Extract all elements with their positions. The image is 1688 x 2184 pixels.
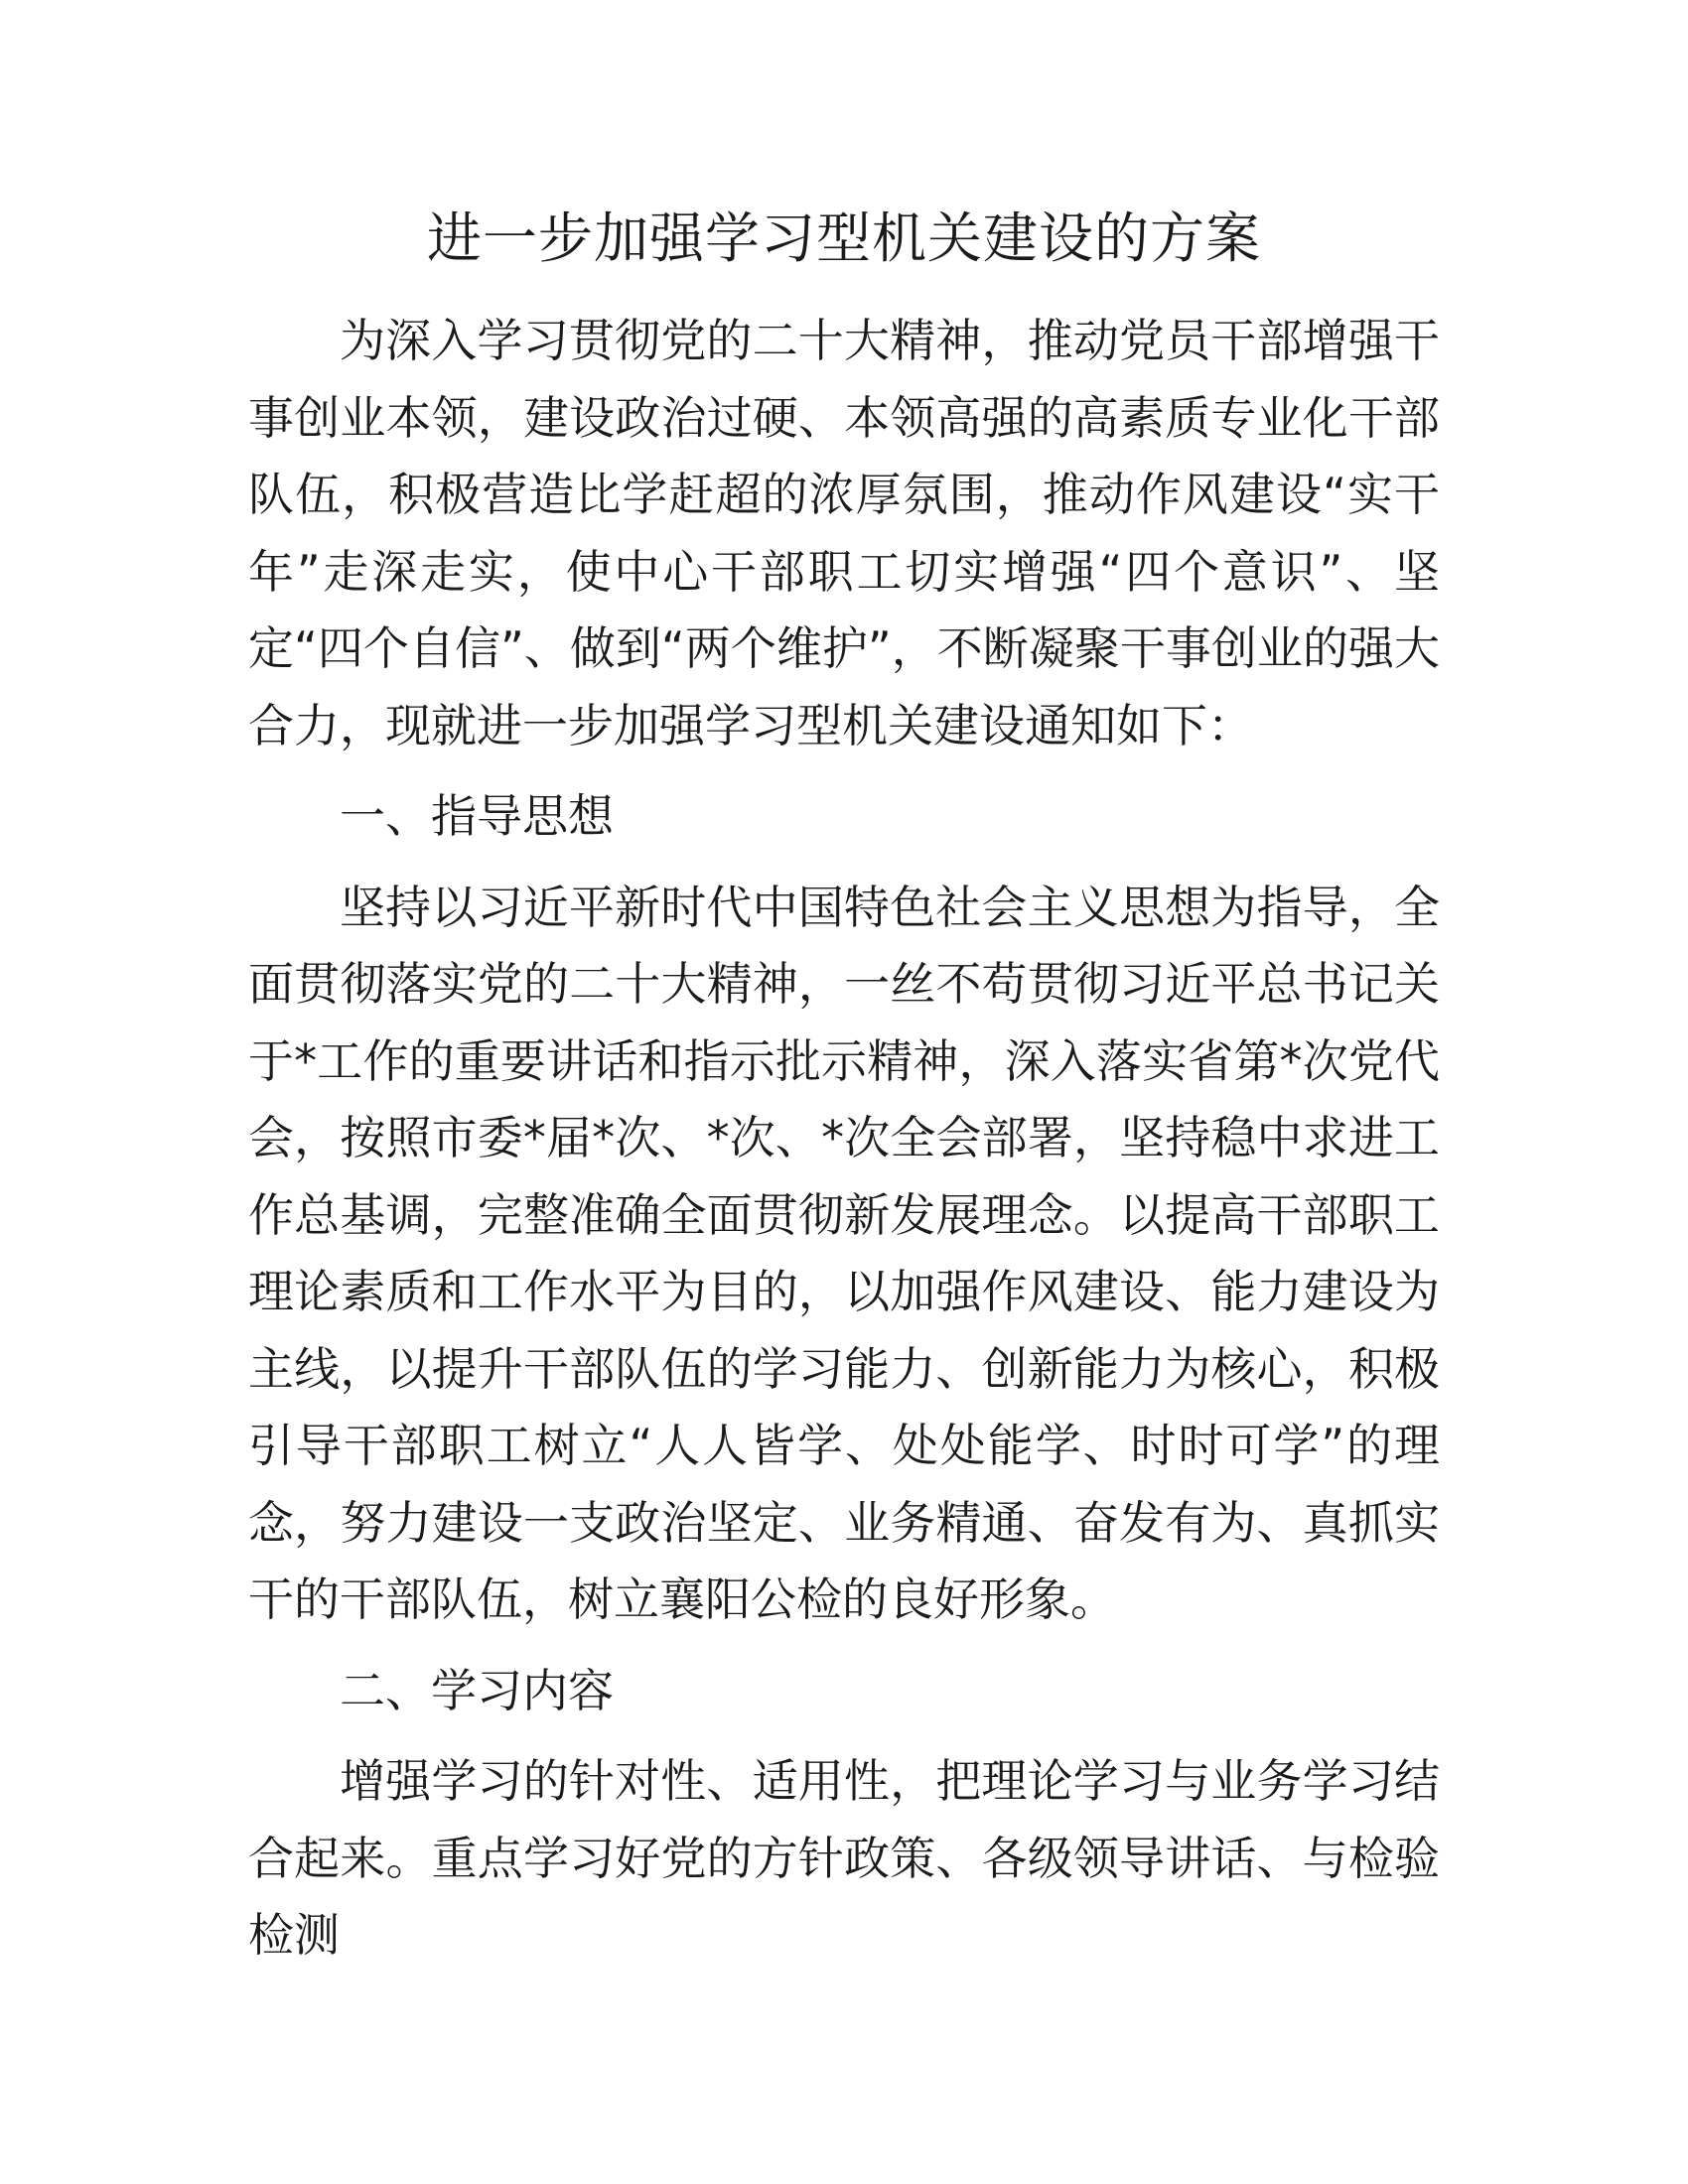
- section-heading-study-content: 二、学习内容: [340, 1663, 614, 1717]
- document-title: 进一步加强学习型机关建设的方案: [426, 206, 1261, 270]
- section-body-study-content: 增强学习的针对性、适用性，把理论学习与业务学习结合起来。重点学习好党的方针政策、各级领导讲话、与检验检测: [248, 1754, 1440, 1962]
- intro-paragraph: 为深入学习贯彻党的二十大精神，推动党员干部增强干事创业本领，建设政治过硬、本领高强的高素质专业化干部队伍，积极营造比学赶超的浓厚氛围，推动作风建设“实干年”走深走实，使中心干部职工切实增强“四个意识”、坚定“四个自信”、做到“两个维护”，不断凝聚干事创业的强大合力，现就进一步加强学习型机关建设通知如下：: [248, 314, 1440, 752]
- section-heading-guiding-ideology: 一、指导思想: [340, 789, 614, 843]
- section-body-guiding-ideology: 坚持以习近平新时代中国特色社会主义思想为指导，全面贯彻落实党的二十大精神，一丝不苟贯彻习近平总书记关于*工作的重要讲话和指示批示精神，深入落实省第*次党代会，按照市委*届*次、*次、*次全会部署，坚持稳中求进工作总基调，完整准确全面贯彻新发展理念。以提高干部职工理论素质和工作水平为目的，以加强作风建设、能力建设为主线，以提升干部队伍的学习能力、创新能力为核心，积极引导干部职工树立“人人皆学、处处能学、时时可学”的理念，努力建设一支政治坚定、业务精通、奋发有为、真抓实干的干部队伍，树立襄阳公检的良好形象。: [248, 880, 1440, 1626]
- document-page: [248, 194, 1440, 1975]
